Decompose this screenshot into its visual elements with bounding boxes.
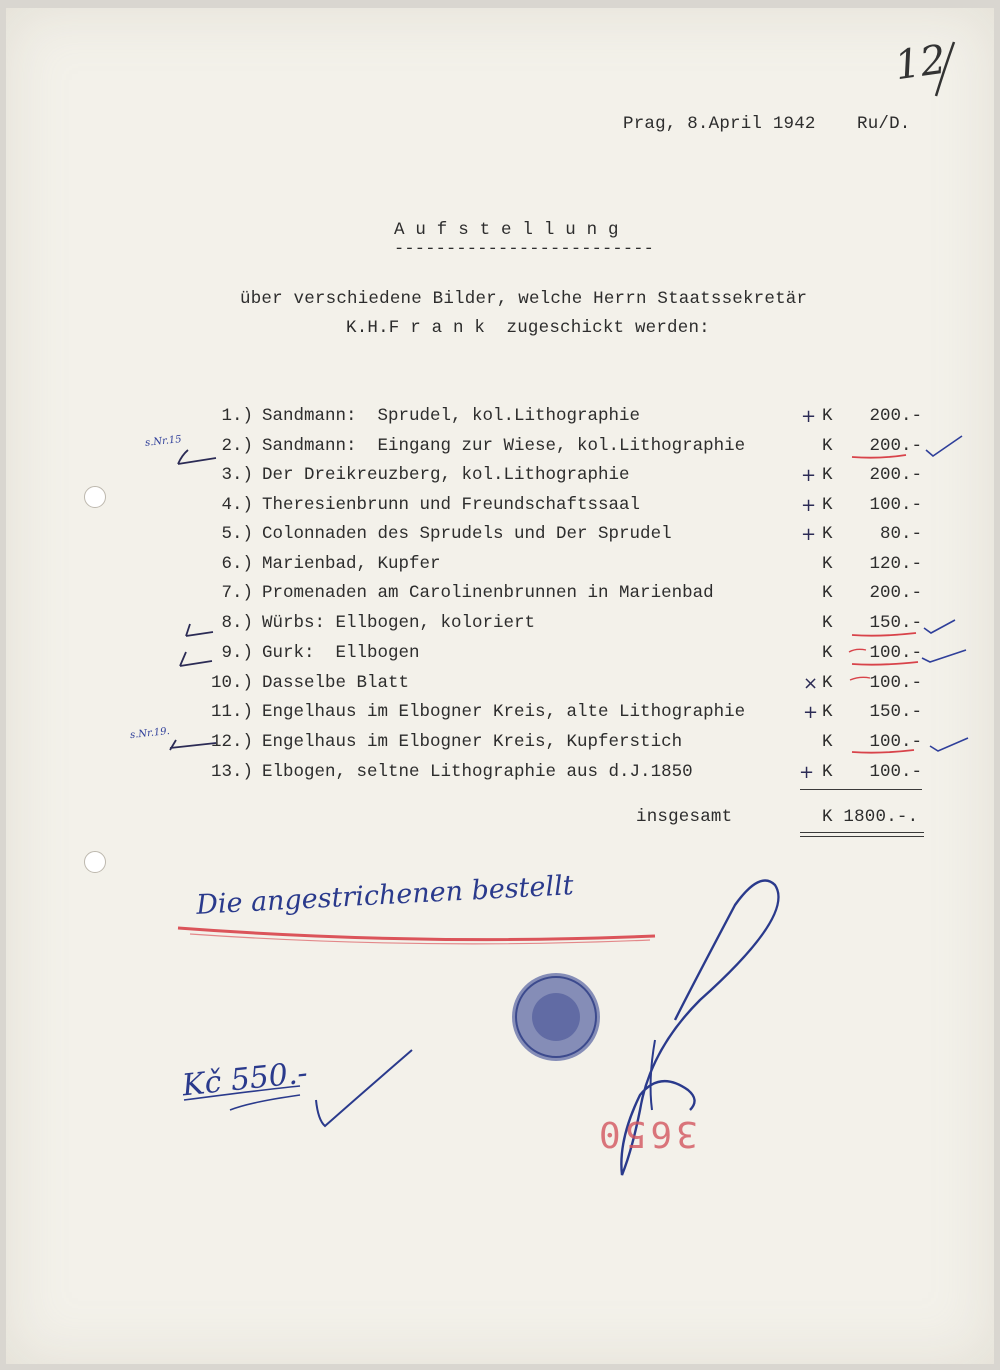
title-underline: ------------------------- [394,240,655,259]
item-currency: K [822,583,833,603]
item-amount: 100.- [869,732,922,752]
item-amount: 150.- [869,702,922,722]
total-value: K 1800.-. [822,807,919,827]
margin-note-item-12: s.Nr.19. [129,725,171,742]
item-description: Theresienbrunn und Freundschaftssaal [262,495,641,515]
item-amount: 100.- [869,643,922,663]
item-currency: K [822,406,833,426]
cross-mark: + [801,495,817,516]
item-number: 10.) [210,673,253,693]
item-amount: 100.- [869,495,922,515]
handwritten-amount: Kč 550.- [180,1055,310,1104]
item-amount: 100.- [869,673,922,693]
item-description: Colonnaden des Sprudels und Der Sprudel [262,524,672,544]
item-amount: 120.- [869,554,922,574]
cross-mark: + [801,524,817,545]
cross-mark: + [803,702,819,723]
item-description: Der Dreikreuzberg, kol.Lithographie [262,465,630,485]
item-number: 2.) [221,436,253,456]
item-description: Marienbad, Kupfer [262,554,441,574]
item-currency: K [822,673,833,693]
item-amount: 150.- [869,613,922,633]
item-number: 3.) [221,465,253,485]
place-date: Prag, 8.April 1942 [623,114,816,134]
item-description: Engelhaus im Elbogner Kreis, alte Lithographie [262,702,746,722]
item-currency: K [822,436,833,456]
item-number: 4.) [221,495,253,515]
cross-mark: + [801,406,817,427]
item-description: Gurk: Ellbogen [262,643,420,663]
item-description: Sandmann: Eingang zur Wiese, kol.Lithographie [262,436,746,456]
item-number: 5.) [221,524,253,544]
item-amount: 200.- [869,436,922,456]
item-description: Promenaden am Carolinenbrunnen in Marienbad [262,583,714,603]
margin-note-item-2: s.Nr.15 [144,434,183,449]
item-number: 1.) [221,406,253,426]
item-number: 13.) [210,762,253,782]
item-description: Dasselbe Blatt [262,673,410,693]
item-number: 6.) [221,554,253,574]
item-amount: 200.- [869,583,922,603]
cross-mark: + [801,465,817,486]
item-currency: K [822,643,833,663]
intro-line-2: K.H.F r a n k zugeschickt werden: [346,318,710,338]
item-number: 7.) [221,583,253,603]
item-number: 8.) [221,613,253,633]
item-currency: K [822,495,833,515]
item-amount: 200.- [869,406,922,426]
item-currency: K [822,465,833,485]
item-currency: K [822,613,833,633]
item-amount: 200.- [869,465,922,485]
reference: Ru/D. [857,114,911,134]
cross-mark: + [799,762,815,783]
document-title: A u f s t e l l u n g [394,220,619,240]
item-amount: 100.- [869,762,922,782]
cross-mark: × [803,673,819,694]
item-description: Sandmann: Sprudel, kol.Lithographie [262,406,641,426]
stamp-number: 3650 [595,1113,698,1154]
item-amount: 80.- [879,524,922,544]
item-currency: K [822,762,833,782]
item-description: Würbs: Ellbogen, koloriert [262,613,536,633]
item-number: 11.) [210,702,253,722]
item-currency: K [822,702,833,722]
page-number: 12 [892,36,949,90]
total-label: insgesamt [636,807,733,827]
intro-line-1: über verschiedene Bilder, welche Herrn Staatssekretär [240,289,808,309]
item-currency: K [822,524,833,544]
item-number: 9.) [221,643,253,663]
item-description: Elbogen, seltne Lithographie aus d.J.1850 [262,762,693,782]
item-currency: K [822,554,833,574]
item-description: Engelhaus im Elbogner Kreis, Kupferstich [262,732,683,752]
handwritten-note: Die angestrichenen bestellt [195,870,575,921]
item-number: 12.) [210,732,253,752]
item-currency: K [822,732,833,752]
